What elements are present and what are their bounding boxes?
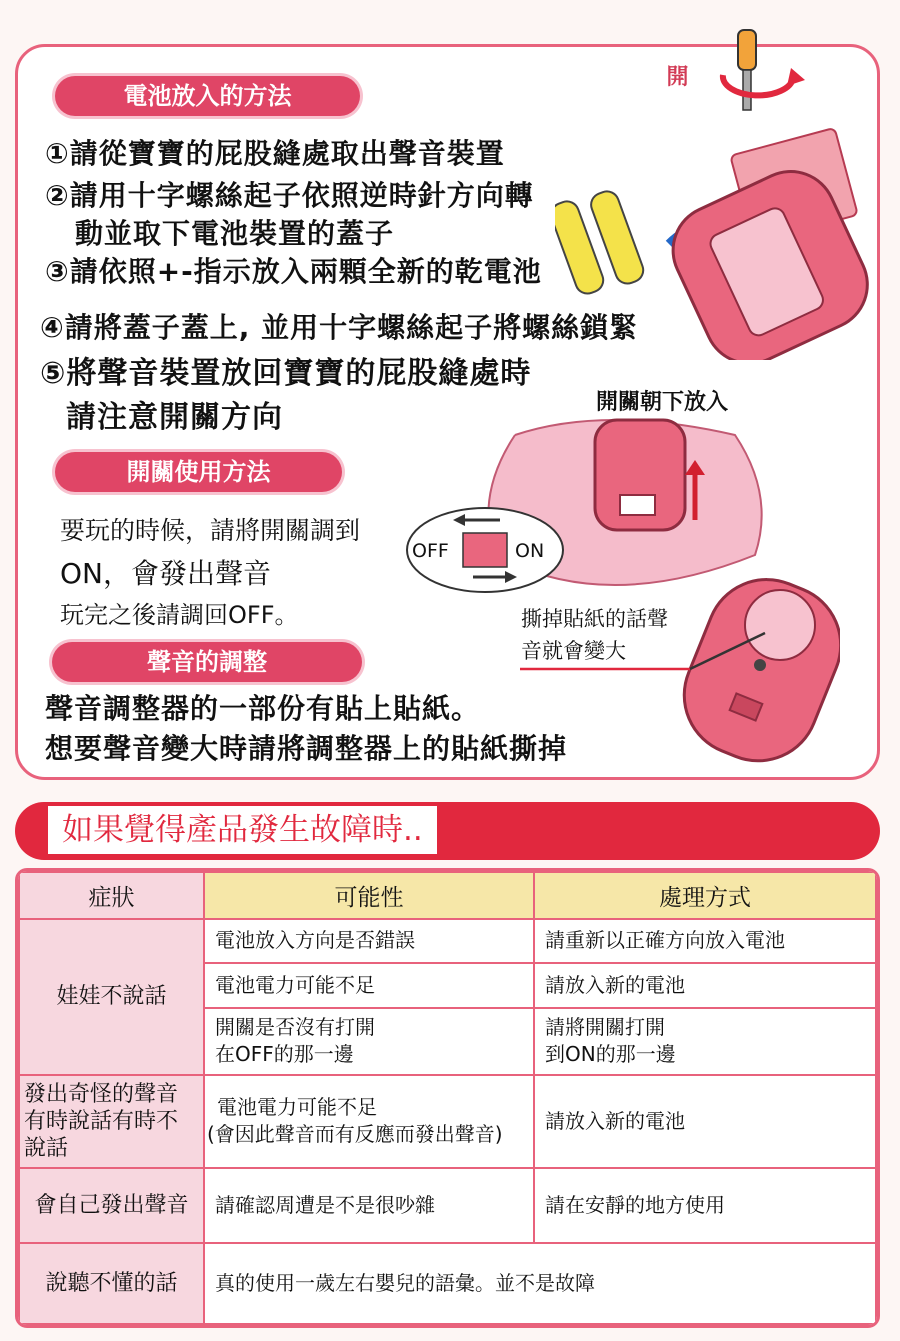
sticker-note-2: 音就會變大 — [515, 634, 632, 668]
cause-cell — [204, 1075, 534, 1168]
switch-line-1: 要玩的時候，請將開關調到 — [60, 511, 360, 547]
symptom-cell: 說聽不懂的話 — [19, 1243, 204, 1324]
cause-line: 電池電力可能不足 — [217, 1095, 377, 1120]
battery-step-5-cont: 請注意開關方向 — [66, 392, 283, 436]
table-row — [19, 1168, 876, 1243]
battery-step-3: ③請依照+-指示放入兩顆全新的乾電池 — [45, 250, 542, 290]
cause-cell: 真的使用一歲左右嬰兒的語彙。並不是故障 — [204, 1243, 876, 1324]
symptom-cell — [19, 1075, 204, 1168]
table-row — [19, 1243, 876, 1324]
solution-cell: 請在安靜的地方使用 — [534, 1168, 876, 1243]
table-row — [19, 1075, 876, 1168]
switch-line-2: ON，會發出聲音 — [60, 552, 271, 592]
symptom-cell: 會自己發出聲音 — [19, 1168, 204, 1243]
header-solution: 處理方式 — [534, 872, 876, 919]
solution-cell: 請重新以正確方向放入電池 — [534, 919, 876, 964]
screwdriver-icon — [723, 30, 805, 110]
solution-cell: 請放入新的電池 — [534, 963, 876, 1008]
solution-cell: 請放入新的電池 — [534, 1075, 876, 1168]
battery-step-2: ②請用十字螺絲起子依照逆時針方向轉 — [45, 174, 534, 214]
cause-cell: 請確認周遭是不是很吵雜 — [204, 1168, 534, 1243]
trouble-banner-title: 如果覺得產品發生故障時.. — [48, 806, 437, 854]
cause-line: (會因此聲音而有反應而發出聲音) — [207, 1122, 503, 1147]
symptom-line: 有時說話有時不 — [24, 1108, 179, 1134]
battery-step-1: ①請從寶寶的屁股縫處取出聲音裝置 — [45, 132, 505, 172]
symptom-line: 說話 — [24, 1135, 69, 1161]
cause-line: 在OFF的那一邊 — [215, 1042, 354, 1067]
battery-heading: 電池放入的方法 — [55, 76, 360, 116]
sticker-pointer — [515, 625, 775, 675]
cause-line: 開關是否沒有打開 — [215, 1015, 375, 1040]
switch-heading: 開關使用方法 — [55, 452, 342, 492]
sticker-note-1: 撕掉貼紙的話聲 — [515, 602, 674, 636]
battery-step-2-cont: 動並取下電池裝置的蓋子 — [75, 212, 394, 252]
header-symptom: 症狀 — [19, 872, 204, 919]
cause-cell — [204, 1008, 534, 1075]
volume-line-1: 聲音調整器的一部份有貼上貼紙。 — [45, 687, 480, 727]
battery-step-5: ⑤將聲音裝置放回寶寶的屁股縫處時 — [40, 348, 531, 392]
cause-cell: 電池電力可能不足 — [204, 963, 534, 1008]
solution-line: 請將開關打開 — [545, 1015, 665, 1040]
symptom-line: 發出奇怪的聲音 — [24, 1081, 179, 1107]
table-header-row — [19, 872, 876, 919]
switch-line-3: 玩完之後請調回OFF。 — [60, 595, 299, 630]
volume-line-2: 想要聲音變大時請將調整器上的貼紙撕掉 — [45, 727, 567, 767]
symptom-cell: 娃娃不說話 — [19, 919, 204, 1075]
solution-cell — [534, 1008, 876, 1075]
volume-heading: 聲音的調整 — [52, 642, 362, 682]
trouble-table — [15, 868, 880, 1328]
solution-line: 到ON的那一邊 — [545, 1042, 676, 1067]
on-label: ON — [515, 540, 545, 562]
header-cause: 可能性 — [204, 872, 534, 919]
table-row — [19, 919, 876, 964]
off-label: OFF — [412, 540, 449, 562]
battery-step-4: ④請將蓋子蓋上, 並用十字螺絲起子將螺絲鎖緊 — [40, 306, 638, 346]
switch-direction-note: 開關朝下放入 — [590, 386, 734, 420]
open-label: 開 — [650, 60, 705, 96]
cause-cell: 電池放入方向是否錯誤 — [204, 919, 534, 964]
